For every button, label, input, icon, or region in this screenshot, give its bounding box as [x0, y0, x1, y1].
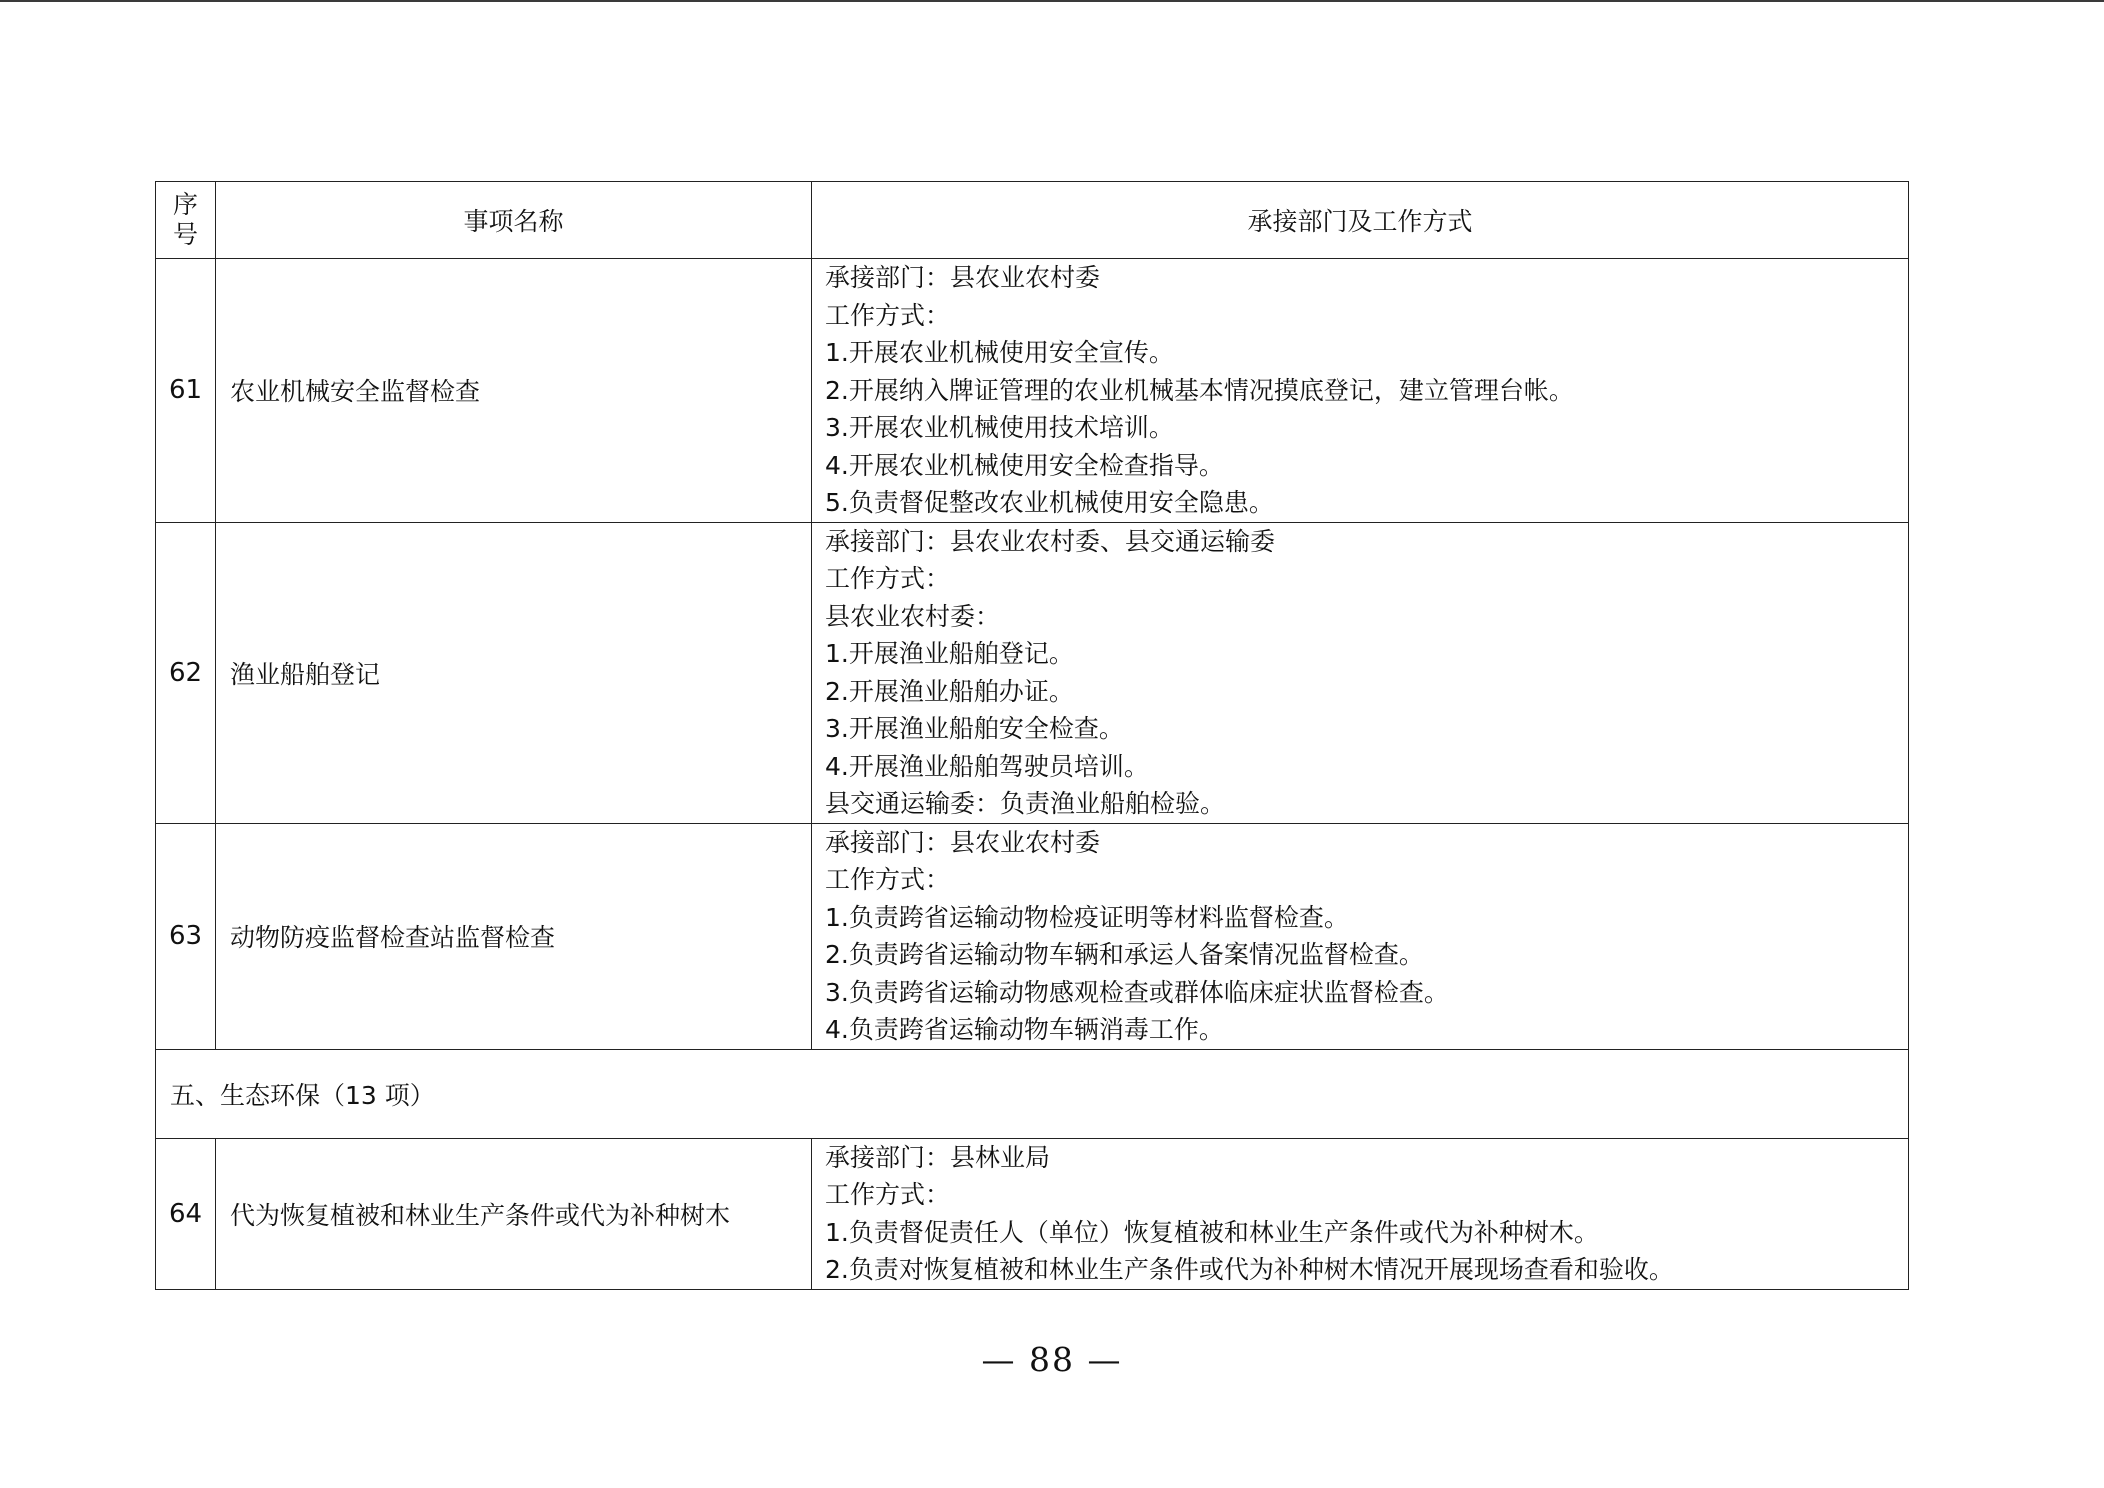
detail-line: 承接部门：县农业农村委 — [825, 827, 1101, 857]
table-row — [156, 1138, 1909, 1289]
detail-line: 3.开展农业机械使用技术培训。 — [825, 413, 1174, 442]
row-number: 61 — [156, 259, 216, 523]
item-name: 动物防疫监督检查站监督检查 — [216, 823, 812, 1049]
header-department-and-method: 承接部门及工作方式 — [812, 182, 1909, 259]
item-detail — [812, 1138, 1909, 1289]
item-name: 农业机械安全监督检查 — [216, 259, 812, 523]
detail-line: 2.负责对恢复植被和林业生产条件或代为补种树木情况开展现场查看和验收。 — [825, 1255, 1674, 1284]
detail-line: 县交通运输委：负责渔业船舶检验。 — [825, 789, 1226, 818]
items-table — [155, 181, 1909, 1290]
table-header-row — [156, 182, 1909, 259]
detail-line: 2.负责跨省运输动物车辆和承运人备案情况监督检查。 — [825, 940, 1424, 969]
detail-line: 承接部门：县林业局 — [825, 1142, 1051, 1172]
table-row — [156, 823, 1909, 1049]
detail-line: 承接部门：县农业农村委 — [825, 263, 1101, 292]
item-name: 代为恢复植被和林业生产条件或代为补种树木 — [216, 1138, 812, 1289]
row-number: 62 — [156, 522, 216, 823]
detail-line: 工作方式： — [825, 865, 951, 894]
detail-line: 县农业农村委： — [825, 601, 1001, 631]
detail-line: 工作方式： — [825, 300, 951, 330]
detail-line: 工作方式： — [825, 1180, 951, 1209]
detail-line: 工作方式： — [825, 564, 951, 593]
table-row — [156, 259, 1909, 523]
section-heading-row — [156, 1049, 1909, 1138]
detail-line: 3.负责跨省运输动物感观检查或群体临床症状监督检查。 — [825, 977, 1449, 1007]
detail-line: 2.开展纳入牌证管理的农业机械基本情况摸底登记，建立管理台帐。 — [825, 375, 1574, 405]
item-name: 渔业船舶登记 — [216, 522, 812, 823]
item-detail — [812, 823, 1909, 1049]
detail-line: 3.开展渔业船舶安全检查。 — [825, 714, 1124, 743]
detail-line: 2.开展渔业船舶办证。 — [825, 676, 1074, 706]
detail-line: 1.开展农业机械使用安全宣传。 — [825, 338, 1174, 367]
page-top-rule — [0, 0, 2104, 2]
header-item-name: 事项名称 — [216, 182, 812, 259]
header-sequence-number: 序号 — [156, 182, 216, 259]
detail-line: 承接部门：县农业农村委、县交通运输委 — [825, 526, 1276, 556]
item-detail — [812, 522, 1909, 823]
row-number: 63 — [156, 823, 216, 1049]
section-heading: 五、生态环保（13 项） — [156, 1049, 1909, 1138]
detail-line: 5.负责督促整改农业机械使用安全隐患。 — [825, 488, 1274, 517]
table-row — [156, 522, 1909, 823]
detail-line: 4.开展渔业船舶驾驶员培训。 — [825, 751, 1149, 781]
item-detail — [812, 259, 1909, 523]
detail-line: 4.负责跨省运输动物车辆消毒工作。 — [825, 1015, 1224, 1044]
page-number: — 88 — — [981, 1340, 1123, 1379]
detail-line: 1.负责督促责任人（单位）恢复植被和林业生产条件或代为补种树木。 — [825, 1217, 1599, 1247]
detail-line: 4.开展农业机械使用安全检查指导。 — [825, 450, 1224, 480]
detail-line: 1.开展渔业船舶登记。 — [825, 639, 1074, 668]
row-number: 64 — [156, 1138, 216, 1289]
detail-line: 1.负责跨省运输动物检疫证明等材料监督检查。 — [825, 902, 1349, 932]
